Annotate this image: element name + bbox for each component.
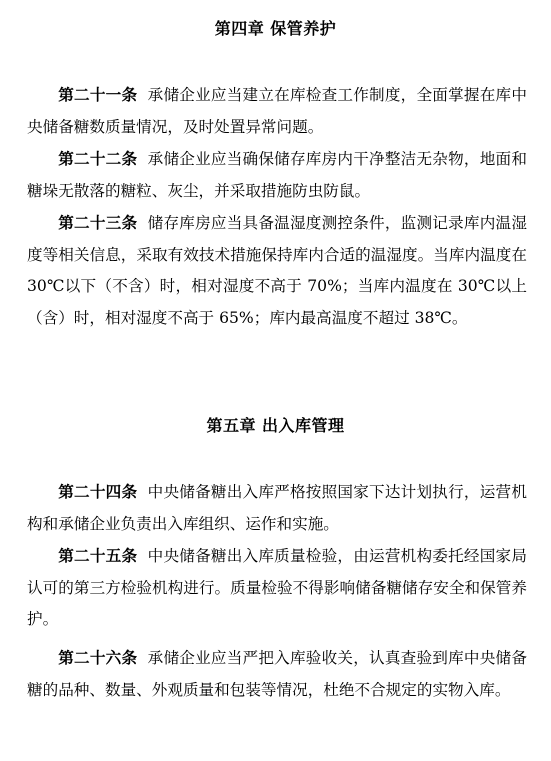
- article-23-text: 储存库房应当具备温湿度测控条件，监测记录库内温湿度等相关信息，采取有效技术措施保持库内合适的温湿度。当库内温度在 30℃以下（不含）时，相对湿度不高于 70%；当库内温度在 30℃以上（含）时，相对湿度不高于 65%；库内最高温度不超过 38℃。: [27, 214, 527, 327]
- article-25-number: 第二十五条: [58, 547, 138, 565]
- article-21-text: 承储企业应当建立在库检查工作制度，全面掌握在库中央储备糖数质量情况，及时处置异常问题。: [27, 86, 527, 136]
- article-26: [27, 643, 527, 706]
- article-25-text: 中央储备糖出入库质量检验，由运营机构委托经国家局认可的第三方检验机构进行。质量检验不得影响储备糖储存安全和保管养护。: [27, 547, 527, 628]
- article-21: [27, 80, 527, 143]
- article-24-text: 中央储备糖出入库严格按照国家下达计划执行，运营机构和承储企业负责出入库组织、运作和实施。: [27, 483, 527, 533]
- article-25: [27, 541, 527, 636]
- article-24: [27, 477, 527, 540]
- article-22: [27, 144, 527, 207]
- article-26-number: 第二十六条: [58, 649, 138, 667]
- article-26-text: 承储企业应当严把入库验收关，认真查验到库中央储备糖的品种、数量、外观质量和包装等情况，杜绝不合规定的实物入库。: [27, 649, 527, 699]
- article-23: [27, 208, 527, 334]
- article-24-number: 第二十四条: [58, 483, 138, 501]
- chapter-4-title: 第四章 保管养护: [214, 19, 337, 38]
- chapter-5-title: 第五章 出入库管理: [206, 416, 345, 435]
- article-21-number: 第二十一条: [58, 86, 138, 104]
- article-22-text: 承储企业应当确保储存库房内干净整洁无杂物，地面和糖垛无散落的糖粒、灰尘，并采取措施防虫防鼠。: [27, 150, 527, 200]
- article-23-number: 第二十三条: [58, 214, 138, 232]
- article-22-number: 第二十二条: [58, 150, 138, 168]
